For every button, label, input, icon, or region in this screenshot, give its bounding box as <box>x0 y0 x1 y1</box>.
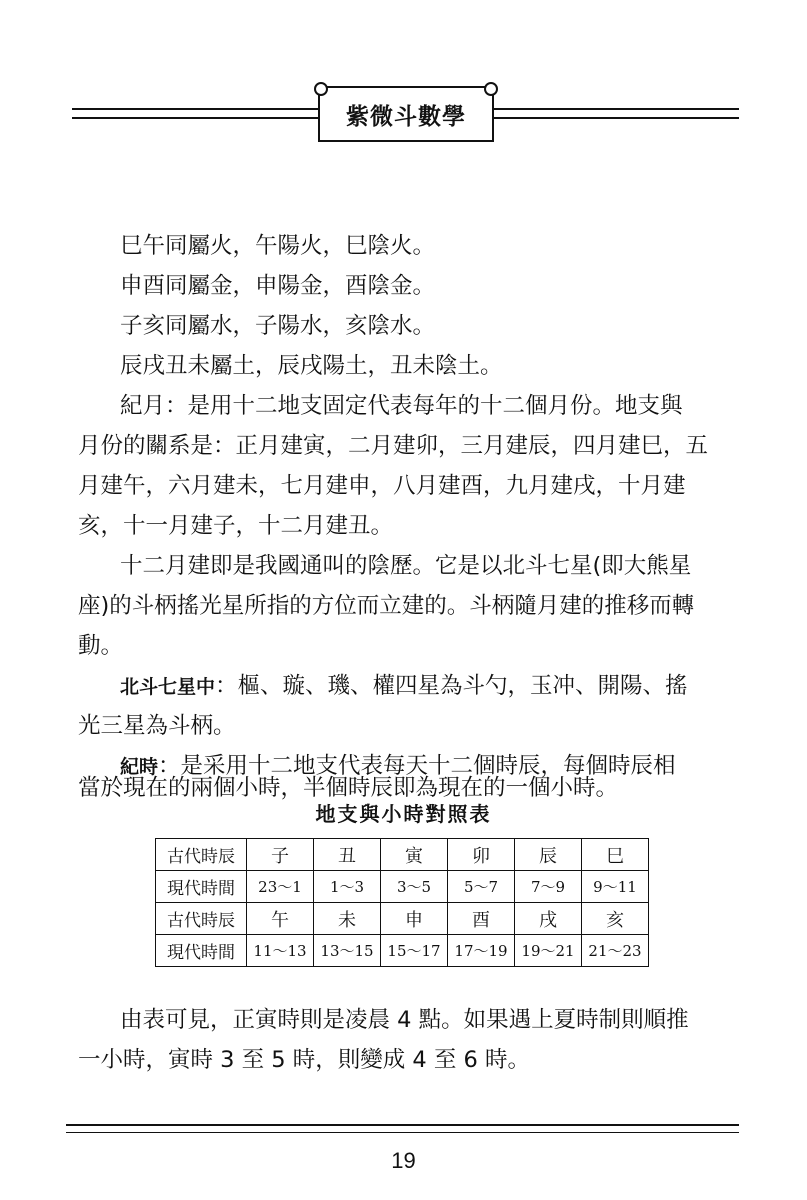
text-line: 動。 <box>78 633 124 659</box>
term-label: 紀時 <box>120 756 159 778</box>
header-rule-left-bottom <box>72 117 318 119</box>
text-line: 巳午同屬火，午陽火，巳陰火。 <box>120 233 436 259</box>
page-header-title: 紫微斗數學 <box>346 102 466 130</box>
scroll-curl-icon <box>484 82 498 96</box>
table-cell: 酉 <box>448 903 515 935</box>
table-cell: 5～7 <box>448 871 515 903</box>
row-header: 現代時間 <box>156 871 247 903</box>
text-span: ：樞、璇、璣、權四星為斗勺，玉冲、開陽、搖 <box>215 673 688 699</box>
table-cell: 未 <box>314 903 381 935</box>
table-row <box>156 839 649 871</box>
table-cell: 午 <box>247 903 314 935</box>
header-rule-right-top <box>494 108 739 110</box>
row-header: 現代時間 <box>156 935 247 967</box>
table-cell: 申 <box>381 903 448 935</box>
table-cell: 21～23 <box>582 935 649 967</box>
earthly-branch-hour-table <box>155 838 649 967</box>
table-cell: 子 <box>247 839 314 871</box>
table-cell: 9～11 <box>582 871 649 903</box>
text-line: 申酉同屬金，申陽金，酉陰金。 <box>120 273 436 299</box>
table-cell: 11～13 <box>247 935 314 967</box>
table-row <box>156 935 649 967</box>
text-line: 亥，十一月建子，十二月建丑。 <box>78 513 394 539</box>
footer-rule-bottom <box>66 1132 739 1133</box>
text-line: 辰戌丑未屬土，辰戌陽土，丑未陰土。 <box>120 353 503 379</box>
text-line: 座)的斗柄搖光星所指的方位而立建的。斗柄隨月建的推移而轉 <box>78 593 695 619</box>
table-cell: 卯 <box>448 839 515 871</box>
table-cell: 巳 <box>582 839 649 871</box>
text-line: 子亥同屬水，子陽水，亥陰水。 <box>120 313 436 339</box>
table-cell: 15～17 <box>381 935 448 967</box>
table-cell: 19～21 <box>515 935 582 967</box>
footer-rule-top <box>66 1124 739 1126</box>
table-caption: 地支與小時對照表 <box>315 802 492 826</box>
text-line: 當於現在的兩個小時，半個時辰即為現在的一個小時。 <box>78 775 619 801</box>
header-scroll-banner <box>318 86 494 142</box>
term-label: 北斗七星中 <box>120 676 216 698</box>
header-rule-left-top <box>72 108 318 110</box>
table-cell: 丑 <box>314 839 381 871</box>
text-line: 光三星為斗柄。 <box>78 713 236 739</box>
table-row <box>156 903 649 935</box>
text-line: 十二月建即是我國通叫的陰歷。它是以北斗七星(即大熊星 <box>120 553 692 579</box>
text-line: 紀月：是用十二地支固定代表每年的十二個月份。地支與 <box>120 393 683 419</box>
text-span: ：是采用十二地支代表每天十二個時辰，每個時辰相 <box>158 753 676 779</box>
table-cell: 辰 <box>515 839 582 871</box>
row-header: 古代時辰 <box>156 903 247 935</box>
table-cell: 亥 <box>582 903 649 935</box>
table-cell: 23～1 <box>247 871 314 903</box>
table-cell: 戌 <box>515 903 582 935</box>
table-row <box>156 871 649 903</box>
table-cell: 寅 <box>381 839 448 871</box>
text-line: 月建午，六月建未，七月建申，八月建酉，九月建戌，十月建 <box>78 473 686 499</box>
table-cell: 13～15 <box>314 935 381 967</box>
row-header: 古代時辰 <box>156 839 247 871</box>
scroll-curl-icon <box>314 82 328 96</box>
text-line: 由表可見，正寅時則是凌晨 4 點。如果遇上夏時制則順推 <box>120 1007 689 1033</box>
text-line: 一小時，寅時 3 至 5 時，則變成 4 至 6 時。 <box>78 1047 530 1073</box>
text-line <box>120 668 688 700</box>
table-cell: 1～3 <box>314 871 381 903</box>
text-line: 月份的關系是：正月建寅，二月建卯，三月建辰，四月建巳，五 <box>78 433 709 459</box>
page-number: 19 <box>391 1148 416 1173</box>
table-cell: 3～5 <box>381 871 448 903</box>
table-cell: 7～9 <box>515 871 582 903</box>
table-cell: 17～19 <box>448 935 515 967</box>
header-rule-right-bottom <box>494 117 739 119</box>
